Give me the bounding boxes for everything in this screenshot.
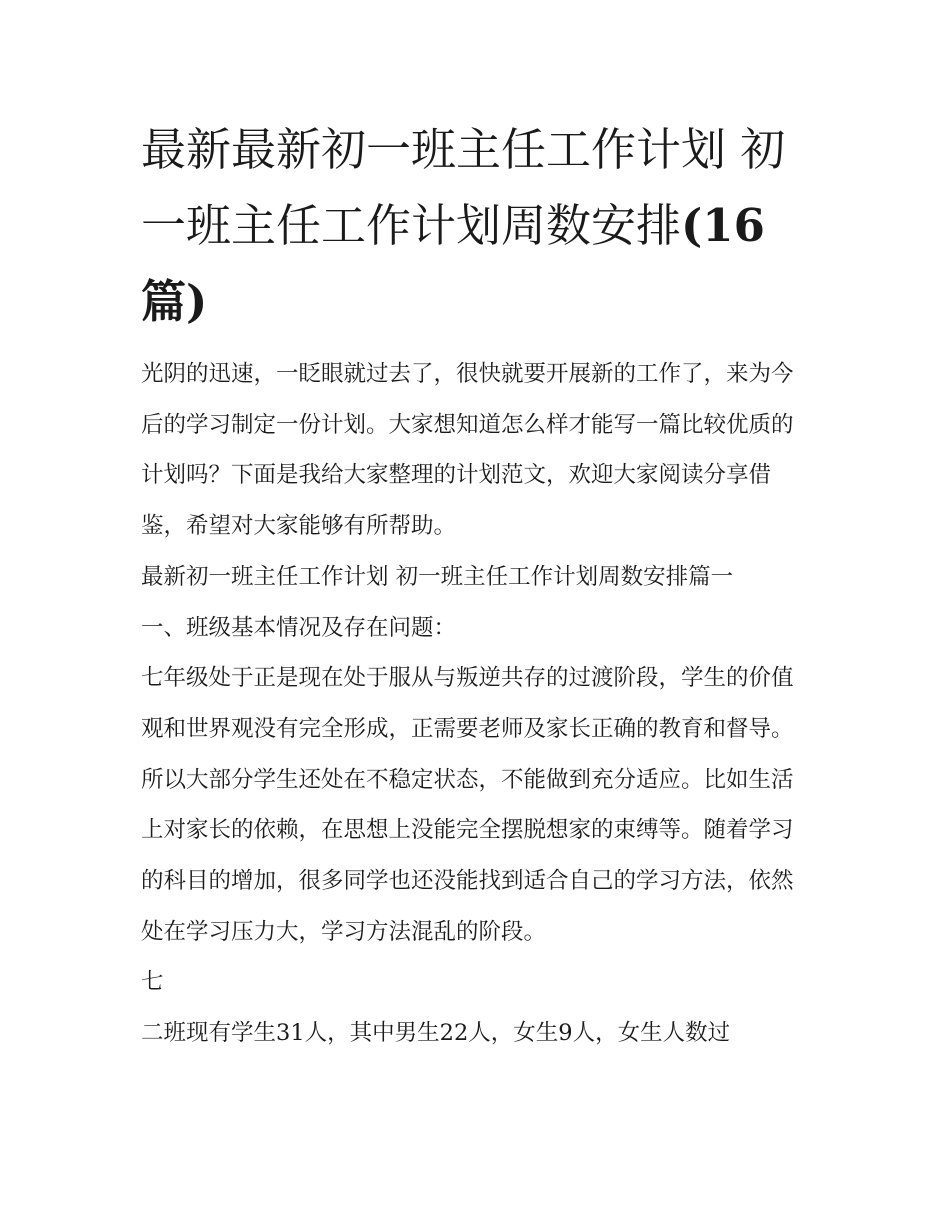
document-body bbox=[141, 112, 813, 1059]
body-paragraph: 七年级处于正是现在处于服从与叛逆共存的过渡阶段，学生的价值观和世界观没有完全形成，正需要老师及家长正确的教育和督导。所以大部分学生还处在不稳定状态，不能做到充分适应。比如生活上对家长的依赖，在思想上没能完全摆脱想家的束缚等。随着学习的科目的增加，很多同学也还没能找到适合自己的学习方法，依然处在学习压力大，学习方法混乱的阶段。 bbox=[141, 665, 794, 945]
body-paragraph: 二班现有学生31人，其中男生22人，女生9人，女生人数过 bbox=[141, 1020, 731, 1047]
section-heading: 最新初一班主任工作计划 初一班主任工作计划周数安排篇一 bbox=[141, 563, 734, 590]
document-title bbox=[141, 112, 813, 340]
title-count: (16篇) bbox=[141, 199, 765, 328]
title-main: 最新最新初一班主任工作计划 初一班主任工作计划周数安排 bbox=[141, 123, 786, 252]
subsection-heading: 一、班级基本情况及存在问题： bbox=[141, 614, 457, 641]
intro-paragraph: 光阴的迅速，一眨眼就过去了，很快就要开展新的工作了，来为今后的学习制定一份计划。大家想知道怎么样才能写一篇比较优质的计划吗？下面是我给大家整理的计划范文，欢迎大家阅读分享借鉴，希望对大家能够有所帮助。 bbox=[141, 361, 794, 540]
body-paragraph: 七 bbox=[141, 969, 164, 996]
